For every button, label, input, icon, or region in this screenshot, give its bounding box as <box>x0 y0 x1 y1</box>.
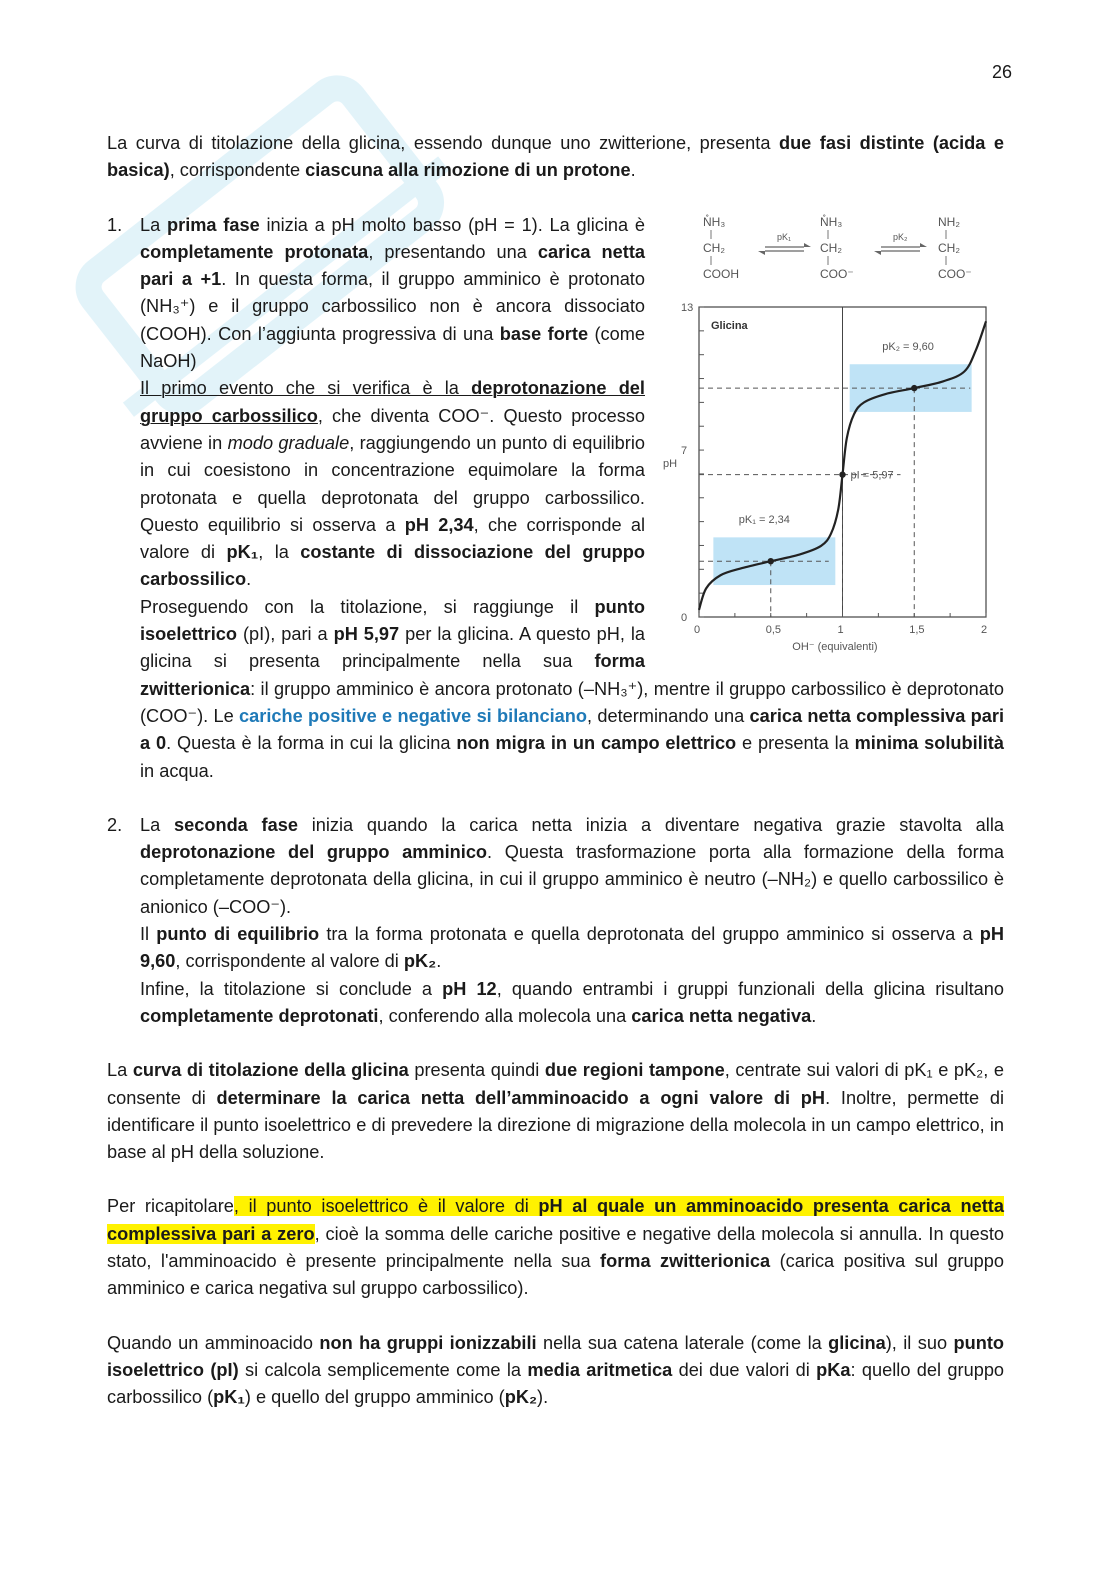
annotation-label: pK₂ = 9,60 <box>882 340 934 353</box>
structure-carboxyl-label: COO⁻ <box>938 266 972 281</box>
item1-paragraph-3: Proseguendo con la titolazione, si raggiunge il punto isoelettrico (pI), pari a pH 5,97 per la glicina. A questo pH, la glicina si presenta principalmente nella sua forma zwitterionica: il gruppo amminico è ancora protonato (–NH₃⁺), mentre il gruppo carbossilico è deprotonato (COO⁻). Le cariche positive e negative si bilanciano, determinando una carica netta complessiva pari a 0. Questa è la forma in cui la glicina non migra in un campo elettrico e presenta la minima solubilità in acqua. <box>140 596 1005 781</box>
x-tick-label: 0,5 <box>765 623 782 636</box>
x-tick-label: 2 <box>981 623 988 636</box>
structure-ch2-label: CH₂ <box>938 240 960 255</box>
x-tick-label: 1,5 <box>909 623 925 636</box>
structure-zwitterion <box>820 213 854 281</box>
summary-paragraph-3: Quando un amminoacido non ha gruppi ionizzabili nella sua catena laterale (come la glicina), il suo punto isoelettrico (pI) si calcola semplicemente come la media aritmetica dei due valori di pKa: quello del gruppo carbossilico (pK₁) e quello del gruppo amminico (pK₂). <box>107 1332 1005 1408</box>
arrow-pk1 <box>758 232 811 255</box>
page-number: 26 <box>991 62 1012 82</box>
structure-cation <box>703 213 739 281</box>
y-tick-label: 13 <box>681 301 694 314</box>
y-axis-label: pH <box>663 457 678 470</box>
titration-chart <box>659 212 1004 667</box>
structure-carboxyl-label: COO⁻ <box>820 266 854 281</box>
structure-amino-label: NH₂ <box>938 214 960 229</box>
structure-amino-label: N̊H₃ <box>703 214 726 229</box>
intro-paragraph: La curva di titolazione della glicina, essendo dunque uno zwitterione, presenta due fasi distinte (acida e basica), corrispondente ciascuna alla rimozione di un protone. <box>107 133 1005 181</box>
structure-ch2-label: CH₂ <box>820 240 842 255</box>
structure-carboxyl-label: COOH <box>703 266 739 281</box>
annotation-label: pK₁ = 2,34 <box>738 513 790 526</box>
arrow-pk2 <box>874 232 927 255</box>
summary-paragraph-2: Per ricapitolare, il punto isoelettrico è il valore di pH al quale un amminoacido presenta carica netta complessiva pari a zero, cioè la somma delle cariche positive e negative della molecola si annulla. In questo stato, l'amminoacido è presente principalmente nella sua forma zwitterionica (carica positiva sul gruppo amminico e carica negativa sul gruppo carbossilico). <box>107 1196 1005 1299</box>
item1-paragraph-2: Il primo evento che si verifica è la deprotonazione del gruppo carbossilico, che diventa COO⁻. Questo processo avviene in modo graduale, raggiungendo un punto di equilibrio in cui coesistono in concentrazione equimolare la forma protonata e quella deprotonata del gruppo carbossilico. Questo equilibrio si osserva a pH 2,34, che corrisponde al valore di pK₁, la costante di dissociazione del gruppo carbossilico. <box>140 378 645 590</box>
annotation-point <box>768 558 774 564</box>
arrow-pk2-label: pK₂ <box>893 231 908 242</box>
list-item-1 <box>107 212 1004 785</box>
plot-area <box>663 302 987 653</box>
structures-row <box>703 213 972 281</box>
list-number: 1. <box>107 214 123 235</box>
chart-title: Glicina <box>711 319 748 332</box>
item2-paragraph-3: Infine, la titolazione si conclude a pH 12, quando entrambi i gruppi funzionali della glicina risultano completamente deprotonati, conferendo alla molecola una carica netta negativa. <box>140 978 1004 1026</box>
x-tick-label: 1 <box>837 623 844 636</box>
item1-paragraph-1: La prima fase inizia a pH molto basso (pH = 1). La glicina è completamente protonata, presentando una carica netta pari a +1. In questa forma, il gruppo amminico è protonato (NH₃⁺) e il gruppo carbossilico non è ancora dissociato (COOH). Con l’aggiunta progressiva di una base forte (come NaOH) <box>140 214 645 372</box>
y-tick-label: 0 <box>681 611 688 624</box>
structure-amino-label: N̊H₃ <box>820 214 843 229</box>
y-tick-label: 7 <box>681 444 688 457</box>
highlight: , il punto isoelettrico è il valore di <box>233 1196 539 1217</box>
annotation-point <box>839 471 845 477</box>
arrow-pk1-label: pK₁ <box>777 231 792 242</box>
item2-paragraph-1: La seconda fase inizia quando la carica netta inizia a diventare negativa grazie stavolta alla deprotonazione del gruppo amminico. Questa trasformazione porta alla formazione della forma completamente deprotonata della glicina, in cui il gruppo amminico è neutro (–NH₂) e quello carbossilico è anionico (–COO⁻). <box>140 814 1004 917</box>
list-number: 2. <box>107 814 123 835</box>
structure-ch2-label: CH₂ <box>703 240 725 255</box>
list-item-2 <box>107 812 1004 1030</box>
annotation-point <box>911 384 917 390</box>
highlight-bold: pH al quale un amminoacido presenta carica netta complessiva pari a zero <box>107 1196 1004 1244</box>
x-tick-label: 0 <box>694 623 701 636</box>
item2-paragraph-2: Il punto di equilibrio tra la forma protonata e quella deprotonata del gruppo amminico si osserva a pH 9,60, corrispondente al valore di pK₂. <box>140 924 1004 972</box>
annotation-label: pI = 5,97 <box>850 469 894 482</box>
x-axis-label: OH⁻ (equivalenti) <box>792 640 878 653</box>
structure-anion <box>938 215 972 281</box>
summary-paragraph-1: La curva di titolazione della glicina presenta quindi due regioni tampone, centrate sui valori di pK₁ e pK₂, e consente di determinare la carica netta dell’amminoacido a ogni valore di pH. Inoltre, permette di identificare il punto isoelettrico e di prevedere la direzione di migrazione della molecola in un campo elettrico, in base al pH della soluzione. <box>107 1060 1005 1163</box>
document-body <box>107 130 1004 1411</box>
